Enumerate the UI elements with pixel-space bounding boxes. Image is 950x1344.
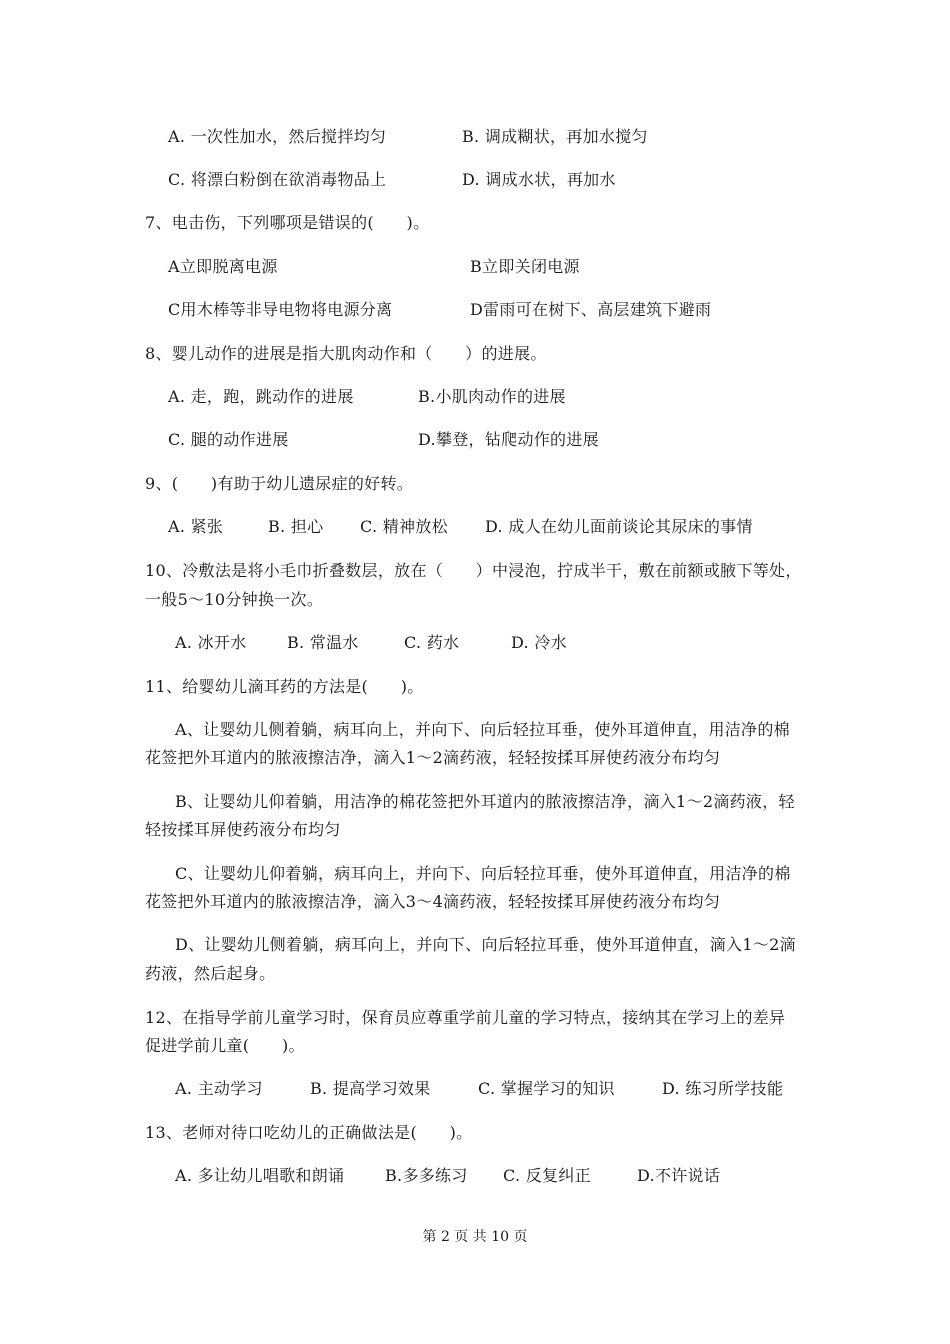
- option-a: A. 紧张: [168, 517, 224, 536]
- option-d: D雷雨可在树下、高层建筑下避雨: [470, 300, 712, 319]
- option-b: B. 常温水: [287, 633, 359, 652]
- option-c: C. 精神放松: [360, 517, 448, 536]
- option-c-line-1: C、让婴幼儿仰着躺，病耳向上，并向下、向后轻拉耳垂，使外耳道伸直，用洁净的棉: [175, 864, 791, 883]
- option-d: D.攀登，钻爬动作的进展: [418, 430, 599, 449]
- option-a: A. 走，跑，跳动作的进展: [168, 387, 354, 406]
- option-c: C. 腿的动作进展: [168, 430, 289, 449]
- option-c: C. 反复纠正: [503, 1166, 591, 1185]
- page-number-footer: 第 2 页 共 10 页: [422, 1229, 528, 1245]
- option-a-line-2: 花签把外耳道内的脓液擦洁净，滴入1～2滴药液，轻轻按揉耳屏使药液分布均匀: [145, 748, 721, 767]
- option-d: D. 成人在幼儿面前谈论其尿床的事情: [485, 517, 753, 536]
- question-stem: 7、电击伤，下列哪项是错误的( )。: [145, 213, 430, 232]
- question-stem: 11、给婴幼儿滴耳药的方法是( )。: [145, 677, 424, 696]
- option-c-line-2: 花签把外耳道内的脓液擦洁净，滴入3～4滴药液，轻轻按揉耳屏使药液分布均匀: [145, 892, 721, 911]
- option-b-line-1: B、让婴幼儿仰着躺，用洁净的棉花签把外耳道内的脓液擦洁净，滴入1～2滴药液，轻: [175, 792, 795, 811]
- option-c: C. 将漂白粉倒在欲消毒物品上: [168, 170, 387, 189]
- option-d-line-1: D、让婴幼儿侧着躺，病耳向上，并向下、向后轻拉耳垂，使外耳道伸直，滴入1～2滴: [175, 935, 796, 954]
- option-a: A. 主动学习: [175, 1079, 263, 1098]
- question-stem: 13、老师对待口吃幼儿的正确做法是( )。: [145, 1123, 473, 1142]
- option-d-line-2: 药液，然后起身。: [145, 964, 276, 983]
- option-b: B. 担心: [268, 517, 324, 536]
- option-a-line-1: A、让婴幼儿侧着躺，病耳向上，并向下、向后轻拉耳垂，使外耳道伸直，用洁净的棉: [175, 720, 790, 739]
- option-b: B. 提高学习效果: [310, 1079, 431, 1098]
- option-a: A. 一次性加水，然后搅拌均匀: [168, 127, 387, 146]
- option-c: C. 药水: [404, 633, 460, 652]
- option-b: B. 调成糊状，再加水搅匀: [462, 127, 648, 146]
- option-d: D. 练习所学技能: [662, 1079, 784, 1098]
- question-stem-line-1: 12、在指导学前儿童学习时，保育员应尊重学前儿童的学习特点，接纳其在学习上的差异: [145, 1008, 786, 1027]
- option-b: B.小肌肉动作的进展: [418, 387, 566, 406]
- option-a: A. 多让幼儿唱歌和朗诵: [175, 1166, 345, 1185]
- question-stem-line-2: 促进学前儿童( )。: [145, 1036, 305, 1055]
- option-d: D. 调成水状，再加水: [462, 170, 616, 189]
- option-a: A. 冰开水: [175, 633, 247, 652]
- option-b: B立即关闭电源: [470, 257, 580, 276]
- question-stem-line-2: 一般5～10分钟换一次。: [145, 590, 324, 609]
- question-stem: 9、( )有助于幼儿遗尿症的好转。: [145, 474, 414, 493]
- option-c: C. 掌握学习的知识: [478, 1079, 615, 1098]
- option-b-line-2: 轻按揉耳屏使药液分布均匀: [145, 820, 341, 839]
- option-b: B.多多练习: [385, 1166, 468, 1185]
- option-a: A立即脱离电源: [168, 257, 278, 276]
- option-c: C用木棒等非导电物将电源分离: [168, 300, 393, 319]
- question-stem-line-1: 10、冷敷法是将小毛巾折叠数层，放在（ ）中浸泡，拧成半干，敷在前额或腋下等处，: [145, 561, 802, 580]
- question-stem: 8、婴儿动作的进展是指大肌肉动作和（ ）的进展。: [145, 344, 547, 363]
- option-d: D.不许说话: [637, 1166, 721, 1185]
- option-d: D. 冷水: [511, 633, 567, 652]
